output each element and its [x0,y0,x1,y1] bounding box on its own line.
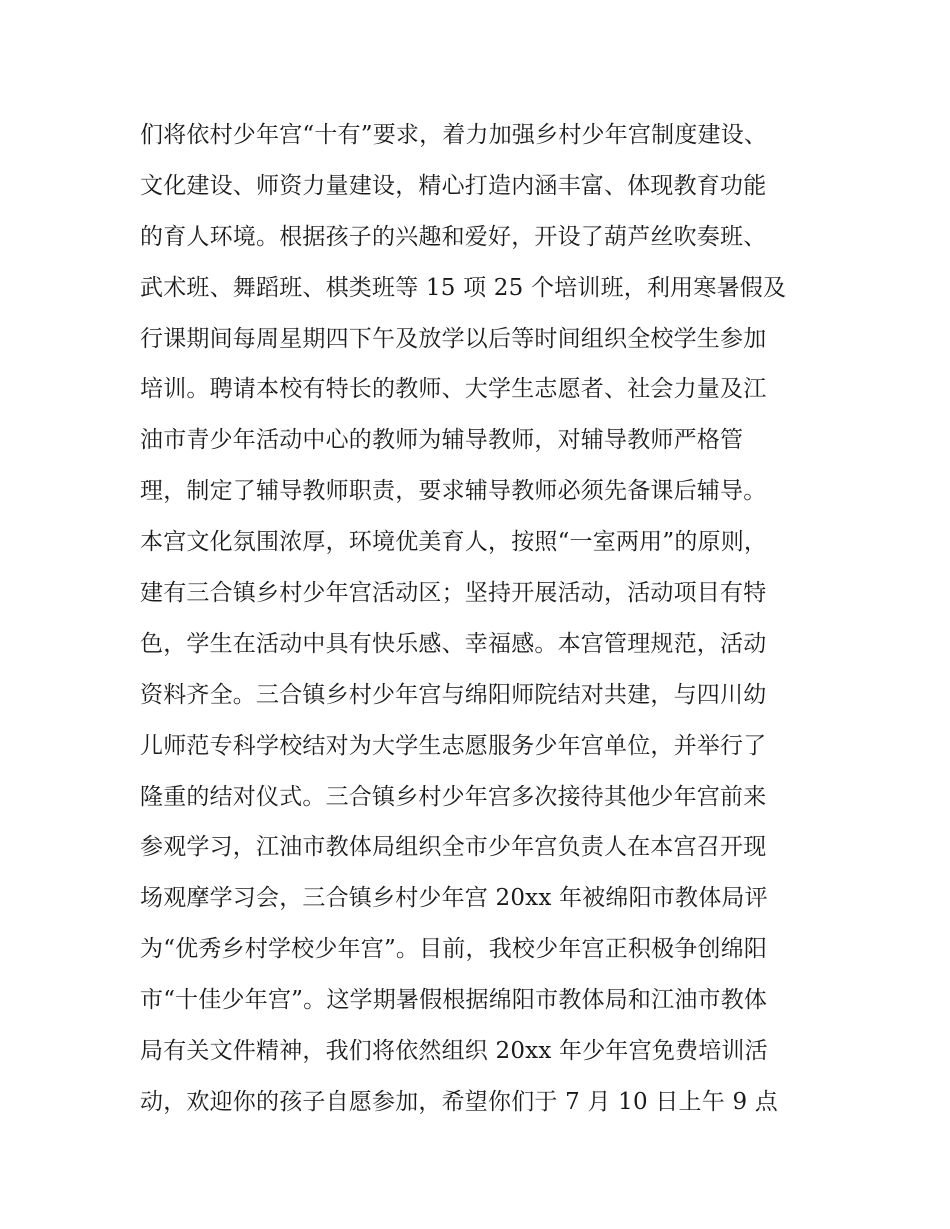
text-line: 资料齐全。三合镇乡村少年宫与绵阳师院结对共建，与四川幼 [140,681,767,708]
text-line: 动，欢迎你的孩子自愿参加，希望你们于 7 月 10 日上午 9 点 [140,1088,778,1115]
text-line: 油市青少年活动中心的教师为辅导教师，对辅导教师严格管 [140,427,744,454]
text-line: 本宫文化氛围浓厚，环境优美育人，按照“一室两用”的原则， [140,529,768,556]
text-line: 们将依村少年宫“十有”要求，着力加强乡村少年宫制度建设、 [140,122,768,148]
text-line: 行课期间每周星期四下午及放学以后等时间组织全校学生参加 [140,325,767,352]
text-line: 参观学习，江油市教体局组织全市少年宫负责人在本宫召开现 [140,834,767,861]
text-line: 培训。聘请本校有特长的教师、大学生志愿者、社会力量及江 [140,376,767,403]
text-line: 的育人环境。根据孩子的兴趣和爱好，开设了葫芦丝吹奏班、 [140,223,767,250]
text-line: 建有三合镇乡村少年宫活动区；坚持开展活动，活动项目有特 [140,580,767,607]
text-line: 儿师范专科学校结对为大学生志愿服务少年宫单位，并举行了 [140,732,767,759]
text-line: 局有关文件精神，我们将依然组织 20xx 年少年宫免费培训活 [140,1038,768,1065]
body-paragraph [140,110,820,1128]
text-line: 为“优秀乡村学校少年宫”。目前，我校少年宫正积极争创绵阳 [140,936,768,963]
text-line: 色，学生在活动中具有快乐感、幸福感。本宫管理规范，活动 [140,630,767,657]
text-line: 理，制定了辅导教师职责，要求辅导教师必须先备课后辅导。 [140,478,767,505]
text-line: 隆重的结对仪式。三合镇乡村少年宫多次接待其他少年宫前来 [140,783,767,810]
text-line: 武术班、舞蹈班、棋类班等 15 项 25 个培训班，利用寒暑假及 [140,274,787,301]
text-line: 场观摩学习会，三合镇乡村少年宫 20xx 年被绵阳市教体局评 [140,885,768,912]
text-line: 文化建设、师资力量建设，精心打造内涵丰富、体现教育功能 [140,172,767,199]
text-line: 市“十佳少年宫”。这学期暑假根据绵阳市教体局和江油市教体 [140,987,768,1014]
